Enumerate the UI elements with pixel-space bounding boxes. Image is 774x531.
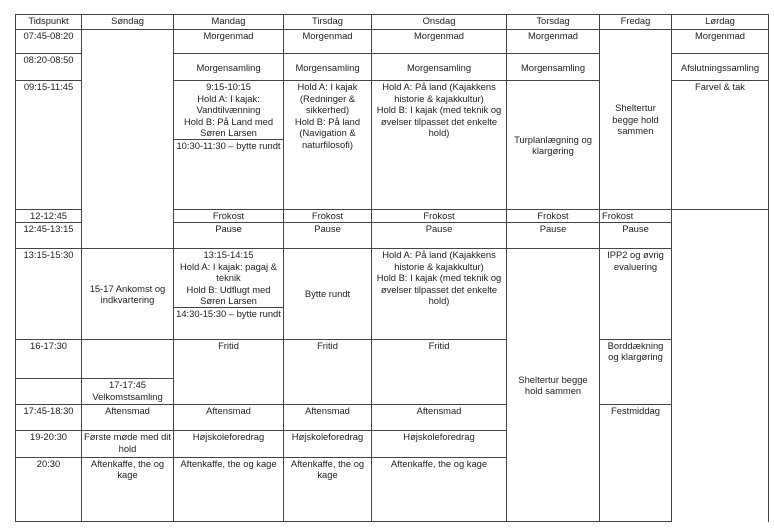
tuesday-morning-activity: Hold A: I kajak (Redninger & sikkerhed) Hold B: På land (Navigation & naturfilosofi) [284,81,372,210]
tuesday-morning-assembly: Morgensamling [284,54,372,81]
header-onsdag: Onsdag [372,15,507,30]
time-cell: 12-12:45 [16,210,82,223]
thursday-shelter-trip: Sheltertur begge hold sammen [507,249,600,522]
monday-afternoon-swap: 14:30-15:30 – bytte rundt [174,307,283,320]
wednesday-break: Pause [372,223,507,249]
monday-afternoon-session: 13:15-14:15 Hold A: I kajak: pagaj & teknik Hold B: Udflugt med Søren Larsen [180,249,277,307]
wednesday-dinner: Aftensmad [372,405,507,431]
tuesday-free-time: Fritid [284,339,372,404]
friday-table-setting: Borddækning og klargøring [600,339,672,404]
time-cell: 07:45-08:20 [16,30,82,54]
time-cell: 09:15-11:45 [16,81,82,210]
thursday-trip-planning: Turplanlægning og klargøring [507,81,600,210]
monday-afternoon-activity [174,249,284,340]
time-cell: 16-17:30 [16,339,82,378]
monday-dinner: Aftensmad [174,405,284,431]
weekly-schedule-table [15,14,769,522]
time-cell: 12:45-13:15 [16,223,82,249]
time-cell: 08:20-08:50 [16,54,82,81]
sunday-first-meeting: Første møde med dit hold [82,431,174,457]
time-cell: 20:30 [16,457,82,522]
header-torsdag: Torsdag [507,15,600,30]
monday-morning-swap: 10:30-11:30 – bytte rundt [174,139,283,152]
sunday-arrival: 15-17 Ankomst og indkvartering [82,249,174,340]
sunday-evening-coffee: Aftenkaffe, the og kage [82,457,174,522]
saturday-breakfast: Morgenmad [672,30,769,54]
monday-morning-session: 9:15-10:15 Hold A: I kajak: Vandtilvænning Hold B: På Land med Søren Larsen [183,81,274,139]
monday-breakfast: Morgenmad [174,30,284,54]
row-1745 [16,405,769,431]
row-1315 [16,249,769,340]
tuesday-break: Pause [284,223,372,249]
wednesday-morning-assembly: Morgensamling [372,54,507,81]
wednesday-lunch: Frokost [372,210,507,223]
time-cell-empty [16,379,82,405]
thursday-lunch: Frokost [507,210,600,223]
monday-morning-activity [174,81,284,210]
header-sondag: Søndag [82,15,174,30]
header-mandag: Mandag [174,15,284,30]
thursday-break: Pause [507,223,600,249]
friday-feast: Festmiddag [600,405,672,522]
wednesday-afternoon-activity: Hold A: På land (Kajakkens historie & kajakkultur) Hold B: I kajak (med teknik og øvelser tilpasset det enkelte hold) [372,249,507,340]
friday-break: Pause [600,223,672,249]
header-lordag: Lørdag [672,15,769,30]
friday-shelter-trip: Sheltertur begge hold sammen [600,30,672,210]
monday-break: Pause [174,223,284,249]
wednesday-lecture: Højskoleforedrag [372,431,507,457]
row-1600 [16,339,769,378]
tuesday-breakfast: Morgenmad [284,30,372,54]
time-cell: 19-20:30 [16,431,82,457]
wednesday-morning-activity: Hold A: På land (Kajakkens historie & kajakkultur) Hold B: I kajak (med teknik og øvelser tilpasset det enkelte hold) [372,81,507,210]
monday-morning-assembly: Morgensamling [174,54,284,81]
monday-evening-coffee: Aftenkaffe, the og kage [174,457,284,522]
header-row [16,15,769,30]
row-0745 [16,30,769,54]
thursday-breakfast: Morgenmad [507,30,600,54]
sunday-welcome: 17-17:45 Velkomstsamling [82,379,174,405]
monday-lunch: Frokost [174,210,284,223]
tuesday-swap: Bytte rundt [284,249,372,340]
sunday-morning-empty [82,30,174,249]
time-cell: 13:15-15:30 [16,249,82,340]
tuesday-lecture: Højskoleforedrag [284,431,372,457]
sunday-late-afternoon-empty [82,339,174,378]
saturday-closing-assembly: Afslutningssamling [672,54,769,81]
saturday-farewell: Farvel & tak [672,81,769,210]
header-tidspunkt: Tidspunkt [16,15,82,30]
sunday-dinner: Aftensmad [82,405,174,431]
tuesday-lunch: Frokost [284,210,372,223]
friday-lunch: Frokost [600,210,672,223]
saturday-afternoon-empty [672,210,769,522]
friday-evaluation: IPP2 og øvrig evaluering [600,249,672,340]
tuesday-evening-coffee: Aftenkaffe, the og kage [284,457,372,522]
thursday-morning-assembly: Morgensamling [507,54,600,81]
tuesday-dinner: Aftensmad [284,405,372,431]
monday-free-time: Fritid [174,339,284,404]
monday-lecture: Højskoleforedrag [174,431,284,457]
wednesday-free-time: Fritid [372,339,507,404]
header-fredag: Fredag [600,15,672,30]
wednesday-evening-coffee: Aftenkaffe, the og kage [372,457,507,522]
time-cell: 17:45-18:30 [16,405,82,431]
wednesday-breakfast: Morgenmad [372,30,507,54]
header-tirsdag: Tirsdag [284,15,372,30]
